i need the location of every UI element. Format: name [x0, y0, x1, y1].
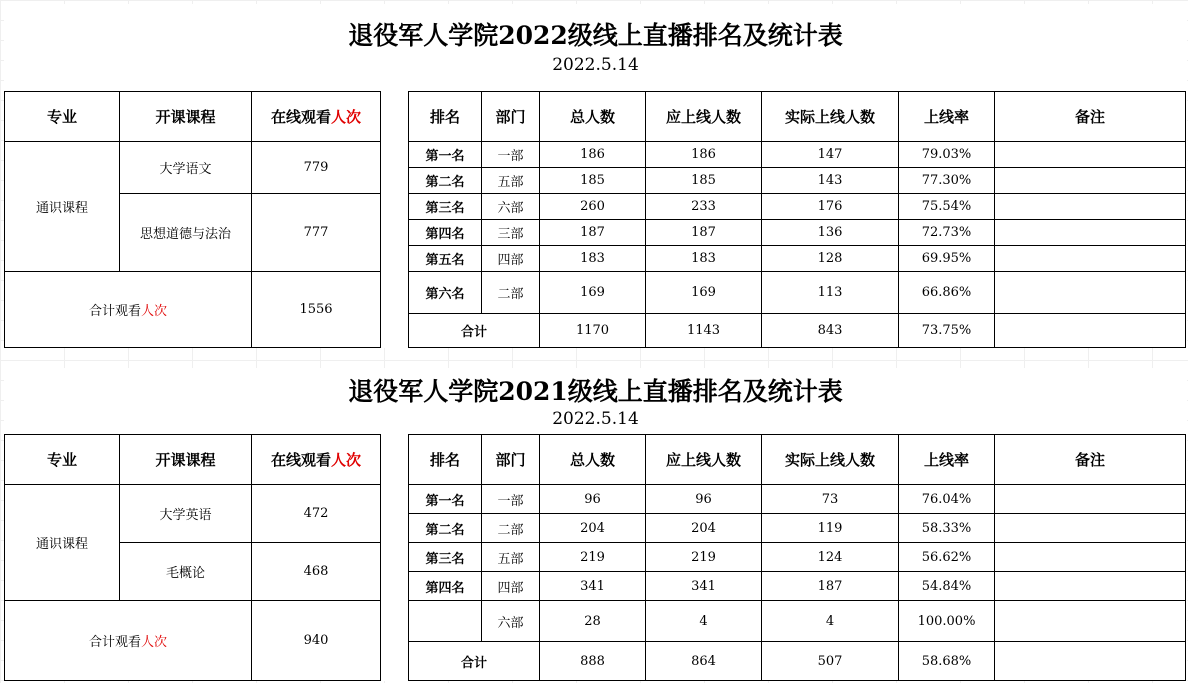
header-views-red: 人次	[331, 451, 362, 469]
rank-cell: 第二名	[409, 514, 482, 543]
rank-cell: 第一名	[409, 485, 482, 514]
category-cell: 通识课程	[5, 485, 120, 601]
rate-cell: 76.04%	[899, 485, 995, 514]
section-title: 退役军人学院2022级线上直播排名及统计表	[348, 21, 843, 50]
total-views: 1556	[252, 272, 381, 348]
note-cell	[995, 543, 1186, 572]
expected-cell: 187	[646, 220, 762, 246]
expected-cell: 183	[646, 246, 762, 272]
table-row	[409, 168, 1186, 194]
header-views-prefix: 在线观看	[270, 108, 331, 126]
header-expected: 应上线人数	[646, 92, 762, 142]
note-cell	[995, 601, 1186, 642]
actual-cell: 147	[762, 142, 899, 168]
expected-cell: 96	[646, 485, 762, 514]
header-total: 总人数	[540, 92, 646, 142]
header-views-prefix: 在线观看	[270, 451, 331, 469]
course-views-table	[4, 91, 381, 348]
actual-cell: 4	[762, 601, 899, 642]
expected-cell: 341	[646, 572, 762, 601]
rank-cell: 第三名	[409, 543, 482, 572]
table-row	[409, 485, 1186, 514]
rate-cell: 77.30%	[899, 168, 995, 194]
note-cell	[995, 572, 1186, 601]
total-cell: 187	[540, 220, 646, 246]
header-total: 总人数	[540, 435, 646, 485]
rank-cell: 第一名	[409, 142, 482, 168]
rank-cell: 第四名	[409, 572, 482, 601]
course-views: 468	[252, 543, 381, 601]
note-cell	[995, 220, 1186, 246]
dept-cell: 六部	[482, 194, 540, 220]
actual-cell: 176	[762, 194, 899, 220]
total-cell: 96	[540, 485, 646, 514]
header-views	[252, 435, 381, 485]
total-cell: 169	[540, 272, 646, 314]
actual-cell: 124	[762, 543, 899, 572]
total-label-red: 人次	[141, 304, 168, 319]
total-views-label	[5, 601, 252, 681]
header-dept: 部门	[482, 435, 540, 485]
table-row	[409, 514, 1186, 543]
table-row	[409, 142, 1186, 168]
expected-cell: 233	[646, 194, 762, 220]
expected-cell: 204	[646, 514, 762, 543]
actual-cell: 143	[762, 168, 899, 194]
sum-note	[995, 642, 1186, 681]
dept-cell: 五部	[482, 543, 540, 572]
table-row	[409, 246, 1186, 272]
dept-cell: 二部	[482, 272, 540, 314]
section-2022	[4, 4, 1187, 348]
section-title: 退役军人学院2021级线上直播排名及统计表	[348, 377, 843, 406]
expected-cell: 219	[646, 543, 762, 572]
actual-cell: 128	[762, 246, 899, 272]
sum-label: 合计	[409, 314, 540, 348]
header-course: 开课课程	[120, 92, 252, 142]
course-views: 472	[252, 485, 381, 543]
note-cell	[995, 246, 1186, 272]
course-name: 大学英语	[120, 485, 252, 543]
sum-rate: 58.68%	[899, 642, 995, 681]
dept-cell: 一部	[482, 142, 540, 168]
rate-cell: 66.86%	[899, 272, 995, 314]
rank-cell: 第三名	[409, 194, 482, 220]
sum-expected: 1143	[646, 314, 762, 348]
dept-cell: 四部	[482, 572, 540, 601]
sum-note	[995, 314, 1186, 348]
total-label-prefix: 合计观看	[88, 635, 141, 650]
course-name: 大学语文	[120, 142, 252, 194]
ranking-table	[408, 91, 1186, 348]
dept-cell: 四部	[482, 246, 540, 272]
rate-cell: 69.95%	[899, 246, 995, 272]
section-date: 2022.5.14	[552, 409, 639, 429]
rate-cell: 100.00%	[899, 601, 995, 642]
expected-cell: 169	[646, 272, 762, 314]
header-rate: 上线率	[899, 92, 995, 142]
rank-cell: 第六名	[409, 272, 482, 314]
expected-cell: 185	[646, 168, 762, 194]
dept-cell: 三部	[482, 220, 540, 246]
total-views: 940	[252, 601, 381, 681]
header-actual: 实际上线人数	[762, 92, 899, 142]
header-rate: 上线率	[899, 435, 995, 485]
actual-cell: 119	[762, 514, 899, 543]
sum-total: 1170	[540, 314, 646, 348]
header-rank: 排名	[409, 92, 482, 142]
total-cell: 219	[540, 543, 646, 572]
course-views-table	[4, 434, 381, 681]
course-name: 思想道德与法治	[120, 194, 252, 272]
header-major: 专业	[5, 435, 120, 485]
ranking-table	[408, 434, 1186, 681]
actual-cell: 73	[762, 485, 899, 514]
rate-cell: 56.62%	[899, 543, 995, 572]
actual-cell: 113	[762, 272, 899, 314]
header-actual: 实际上线人数	[762, 435, 899, 485]
note-cell	[995, 142, 1186, 168]
table-row	[409, 220, 1186, 246]
category-cell: 通识课程	[5, 142, 120, 272]
header-expected: 应上线人数	[646, 435, 762, 485]
dept-cell: 二部	[482, 514, 540, 543]
actual-cell: 187	[762, 572, 899, 601]
rate-cell: 54.84%	[899, 572, 995, 601]
header-course: 开课课程	[120, 435, 252, 485]
dept-cell: 一部	[482, 485, 540, 514]
sum-actual: 843	[762, 314, 899, 348]
total-cell: 186	[540, 142, 646, 168]
header-rank: 排名	[409, 435, 482, 485]
note-cell	[995, 514, 1186, 543]
header-major: 专业	[5, 92, 120, 142]
rank-cell: 第五名	[409, 246, 482, 272]
total-views-label	[5, 272, 252, 348]
header-views-red: 人次	[331, 108, 362, 126]
table-row	[409, 601, 1186, 642]
course-views: 777	[252, 194, 381, 272]
rank-cell: 第四名	[409, 220, 482, 246]
rate-cell: 79.03%	[899, 142, 995, 168]
table-row	[409, 543, 1186, 572]
expected-cell: 186	[646, 142, 762, 168]
dept-cell: 六部	[482, 601, 540, 642]
dept-cell: 五部	[482, 168, 540, 194]
expected-cell: 4	[646, 601, 762, 642]
note-cell	[995, 272, 1186, 314]
table-row	[409, 272, 1186, 314]
sum-row	[409, 642, 1186, 681]
total-cell: 183	[540, 246, 646, 272]
sum-rate: 73.75%	[899, 314, 995, 348]
header-note: 备注	[995, 435, 1186, 485]
note-cell	[995, 168, 1186, 194]
total-label-prefix: 合计观看	[88, 304, 141, 319]
total-cell: 204	[540, 514, 646, 543]
header-dept: 部门	[482, 92, 540, 142]
header-note: 备注	[995, 92, 1186, 142]
table-row	[409, 572, 1186, 601]
total-cell: 185	[540, 168, 646, 194]
rank-cell: 第二名	[409, 168, 482, 194]
sum-total: 888	[540, 642, 646, 681]
table-row	[409, 194, 1186, 220]
course-name: 毛概论	[120, 543, 252, 601]
note-cell	[995, 485, 1186, 514]
actual-cell: 136	[762, 220, 899, 246]
sum-expected: 864	[646, 642, 762, 681]
section-2021	[4, 368, 1187, 681]
sum-label: 合计	[409, 642, 540, 681]
rank-cell	[409, 601, 482, 642]
sum-row	[409, 314, 1186, 348]
rate-cell: 58.33%	[899, 514, 995, 543]
section-date: 2022.5.14	[552, 55, 639, 75]
note-cell	[995, 194, 1186, 220]
rate-cell: 75.54%	[899, 194, 995, 220]
total-cell: 28	[540, 601, 646, 642]
total-cell: 260	[540, 194, 646, 220]
total-cell: 341	[540, 572, 646, 601]
course-views: 779	[252, 142, 381, 194]
rate-cell: 72.73%	[899, 220, 995, 246]
total-label-red: 人次	[141, 635, 168, 650]
sum-actual: 507	[762, 642, 899, 681]
header-views	[252, 92, 381, 142]
